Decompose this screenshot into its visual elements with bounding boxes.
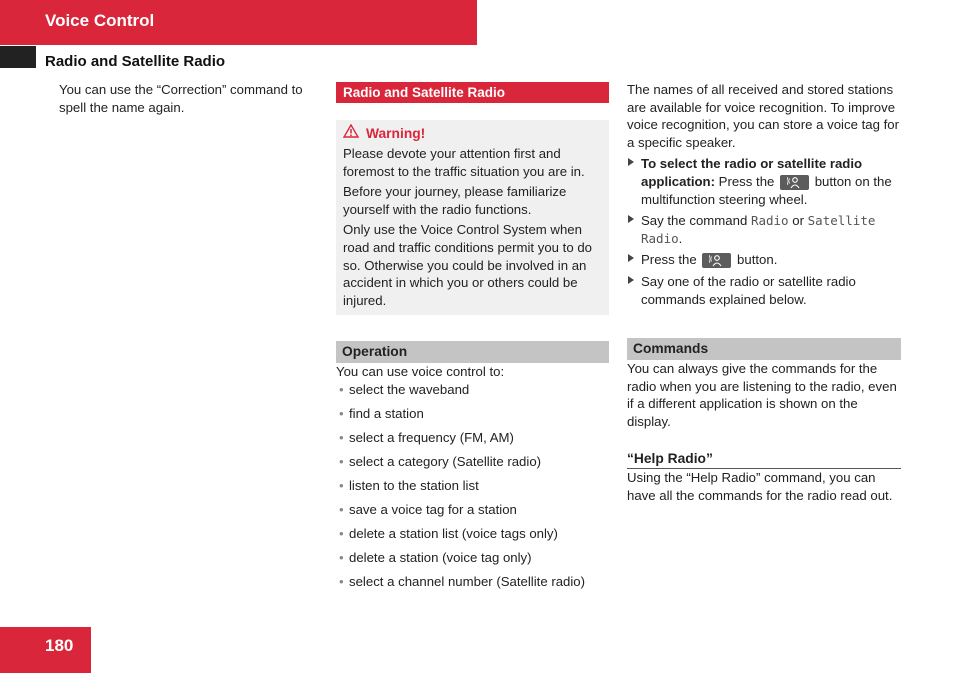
warning-paragraph-3: Only use the Voice Control System when road and traffic conditions permit you to do so. Otherwise you could be involved in an accident in which you or others could be injured. (343, 222, 592, 308)
step-2-text-b: or (788, 213, 808, 229)
step-arrow-icon (628, 276, 634, 284)
list-item: • listen to the station list (336, 477, 609, 495)
commands-text: You can always give the commands for the radio when you are listening to the radio, even if a different application is shown on the display. (627, 361, 897, 429)
warning-box (336, 120, 609, 315)
section-marker (0, 46, 36, 68)
voice-recognition-intro: The names of all received and stored stations are available for voice recognition. To improve voice recognition, you can store a voice tag for a specific speaker. (627, 82, 899, 150)
step-3 (627, 251, 901, 269)
step-2-text-c: . (678, 230, 683, 246)
warning-header (343, 124, 603, 143)
operation-heading: Operation (336, 341, 609, 363)
command-satellite-radio: Satellite Radio (641, 213, 876, 246)
radio-heading: Radio and Satellite Radio (336, 82, 609, 103)
talk-button-icon (780, 175, 809, 190)
step-4 (627, 273, 901, 308)
help-radio-text: Using the “Help Radio” command, you can have all the commands for the radio read out. (627, 470, 893, 503)
operation-intro: You can use voice control to: (336, 364, 505, 380)
chapter-title: Voice Control (45, 11, 155, 30)
warning-label: Warning! (366, 125, 426, 141)
list-item: • save a voice tag for a station (336, 501, 609, 519)
step-3-text-b: button. (733, 252, 778, 268)
page-number: 180 (45, 636, 74, 655)
list-item: • delete a station list (voice tags only) (336, 525, 609, 543)
commands-heading: Commands (627, 338, 901, 360)
step-1-text-a: Press the (715, 173, 779, 189)
column-2 (336, 82, 609, 597)
step-arrow-icon (628, 158, 634, 166)
list-item: • select the waveband (336, 381, 609, 399)
step-4-text: Say one of the radio or satellite radio commands explained below. (641, 273, 856, 307)
step-arrow-icon (628, 215, 634, 223)
list-item: • select a channel number (Satellite radio) (336, 573, 609, 591)
step-1 (627, 155, 901, 208)
steps (627, 155, 901, 308)
step-1-bold: To select the radio or satellite radio application: (641, 156, 863, 189)
warning-paragraph-2: Before your journey, please familiarize yourself with the radio functions. (343, 184, 567, 217)
warning-paragraph-1: Please devote your attention first and foremost to the traffic situation you are in. (343, 146, 585, 179)
column-1 (59, 81, 321, 116)
warning-triangle-icon (343, 124, 359, 143)
command-radio: Radio (750, 213, 789, 229)
step-1-text-b: button on the multifunction steering wheel. (641, 173, 892, 207)
help-radio-heading: “Help Radio” (627, 450, 901, 470)
step-arrow-icon (628, 254, 634, 262)
section-title: Radio and Satellite Radio (45, 53, 226, 70)
step-3-text-a: Press the (641, 252, 701, 268)
list-item: • select a frequency (FM, AM) (336, 429, 609, 447)
list-item: • find a station (336, 405, 609, 423)
step-2-text-a: Say the command (641, 213, 751, 229)
step-2 (627, 212, 901, 247)
correction-paragraph: You can use the “Correction” command to spell the name again. (59, 82, 303, 115)
column-3 (627, 81, 901, 504)
talk-button-icon (702, 253, 731, 268)
list-item: • delete a station (voice tag only) (336, 549, 609, 567)
list-item: • select a category (Satellite radio) (336, 453, 609, 471)
operation-list (336, 381, 609, 590)
